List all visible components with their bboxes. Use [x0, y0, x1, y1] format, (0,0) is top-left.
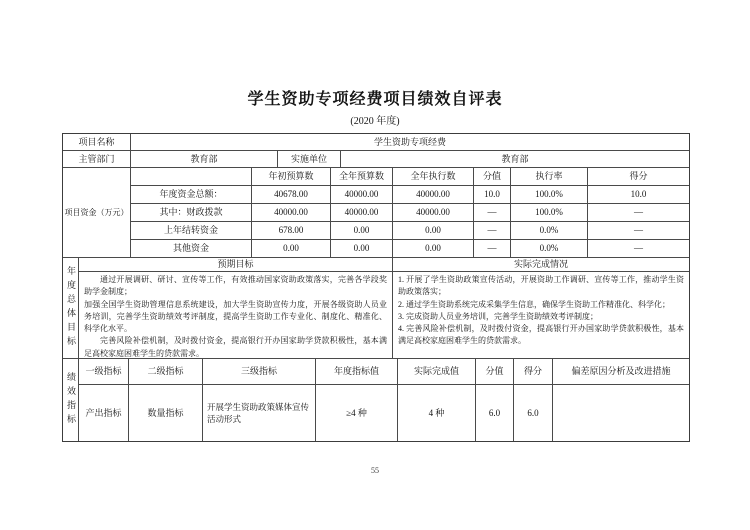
impl-label-cell: 实施单位 [278, 151, 341, 168]
funding-cell: 40000.00 [331, 204, 393, 222]
funding-cell: 100.0% [511, 204, 588, 222]
funding-cell: 0.00 [331, 240, 393, 258]
indicator-header-level2: 二级指标 [129, 359, 203, 385]
funding-cell: — [474, 222, 511, 240]
funding-cell: 0.00 [393, 240, 474, 258]
actual-completion-item: 4. 完善风险补偿机制，及时拨付资金，提高银行开办国家助学贷款积极性，基本满足高校家庭困难学生的贷款需求。 [398, 324, 684, 346]
funding-row-label: 上年结转资金 [131, 222, 252, 240]
indicator-header-score-max: 分值 [476, 359, 514, 385]
funding-cell: 0.0% [511, 240, 588, 258]
indicator-level1-cell: 产出指标 [79, 385, 129, 441]
funding-cell: 678.00 [252, 222, 331, 240]
funding-cell: 40000.00 [331, 186, 393, 204]
expected-goals-header: 预期目标 [79, 258, 393, 272]
funding-header-initial-budget: 年初预算数 [252, 168, 331, 186]
funding-cell: — [588, 222, 689, 240]
funding-row-label: 其中：财政拨款 [131, 204, 252, 222]
funding-cell: — [588, 204, 689, 222]
funding-header-score: 得分 [588, 168, 689, 186]
actual-completion-item: 2. 通过学生资助系统完成采集学生信息，确保学生资助工作精准化、科学化； [398, 299, 670, 309]
funding-header-score-max: 分值 [474, 168, 511, 186]
funding-cell: 0.00 [252, 240, 331, 258]
funding-cell: 100.0% [511, 186, 588, 204]
dept-value-cell: 教育部 [131, 151, 278, 168]
actual-completion-header: 实际完成情况 [393, 258, 689, 272]
goals-section-label-text: 年度总体目标 [66, 266, 76, 350]
indicator-actual-cell: 4 种 [398, 385, 476, 441]
indicator-score-cell: 6.0 [514, 385, 553, 441]
funding-cell: — [474, 240, 511, 258]
indicator-target-cell: ≥4 种 [316, 385, 398, 441]
indicator-score-max-cell: 6.0 [476, 385, 514, 441]
funding-header-annual-budget: 全年预算数 [331, 168, 393, 186]
funding-row-label: 其他资金 [131, 240, 252, 258]
funding-cell: 40000.00 [393, 186, 474, 204]
impl-value-cell: 教育部 [341, 151, 689, 168]
funding-cell: 0.0% [511, 222, 588, 240]
funding-row-label: 年度资金总额： [131, 186, 252, 204]
funding-cell: 10.0 [588, 186, 689, 204]
page-subtitle: (2020 年度) [350, 116, 400, 127]
indicator-level3-cell: 开展学生资助政策媒体宣传活动形式 [203, 385, 316, 441]
funding-header-executed: 全年执行数 [393, 168, 474, 186]
project-name-label-cell: 项目名称 [63, 134, 131, 151]
actual-completion-item: 3. 完成资助人员业务培训，完善学生资助绩效考评制度； [398, 311, 598, 321]
indicators-section-label [63, 359, 79, 441]
page-title: 学生资助专项经费项目绩效自评表 [247, 91, 503, 108]
expected-goal-paragraph: 加强全国学生资助管理信息系统建设，加大学生资助宣传力度，开展各级资助人员业务培训，完善学生资助绩效考评制度，提高学生资助工作专业化、制度化、精准化、科学化水平。 [84, 299, 387, 334]
indicator-header-level3: 三级指标 [203, 359, 316, 385]
funding-cell: 40000.00 [252, 204, 331, 222]
expected-goal-paragraph: 通过开展调研、研讨、宣传等工作，有效推动国家资助政策落实，完善各学段奖助学金制度； [84, 275, 387, 297]
indicator-header-target: 年度指标值 [316, 359, 398, 385]
funding-cell: — [588, 240, 689, 258]
actual-completion-text-cell [393, 272, 689, 359]
indicators-section-label-text: 绩效指标 [66, 372, 76, 428]
indicator-header-score: 得分 [514, 359, 553, 385]
funding-cell: 10.0 [474, 186, 511, 204]
funding-header-blank-cell [131, 168, 252, 186]
funding-cell: 0.00 [331, 222, 393, 240]
indicator-header-level1: 一级指标 [79, 359, 129, 385]
dept-label-cell: 主管部门 [63, 151, 131, 168]
self-evaluation-table [62, 133, 690, 442]
indicator-header-deviation: 偏差原因分析及改进措施 [553, 359, 689, 385]
funding-cell: 40000.00 [393, 204, 474, 222]
indicator-level2-cell: 数量指标 [129, 385, 203, 441]
expected-goals-text-cell [79, 272, 393, 359]
page-number: 55 [371, 466, 379, 475]
funding-cell: — [474, 204, 511, 222]
indicator-deviation-cell [553, 385, 689, 441]
indicator-header-actual: 实际完成值 [398, 359, 476, 385]
expected-goal-paragraph: 完善风险补偿机制，及时拨付资金，提高银行开办国家助学贷款积极性，基本满足高校家庭困难学生的贷款需求。 [84, 336, 387, 358]
funding-section-label: 项目资金（万元） [63, 168, 131, 258]
funding-header-exec-rate: 执行率 [511, 168, 588, 186]
funding-cell: 0.00 [393, 222, 474, 240]
goals-section-label [63, 258, 79, 359]
funding-cell: 40678.00 [252, 186, 331, 204]
actual-completion-item: 1. 开展了学生资助政策宣传活动，开展资助工作调研、宣传等工作，推动学生资助政策落实； [398, 275, 684, 297]
project-name-value-cell: 学生资助专项经费 [131, 134, 689, 151]
